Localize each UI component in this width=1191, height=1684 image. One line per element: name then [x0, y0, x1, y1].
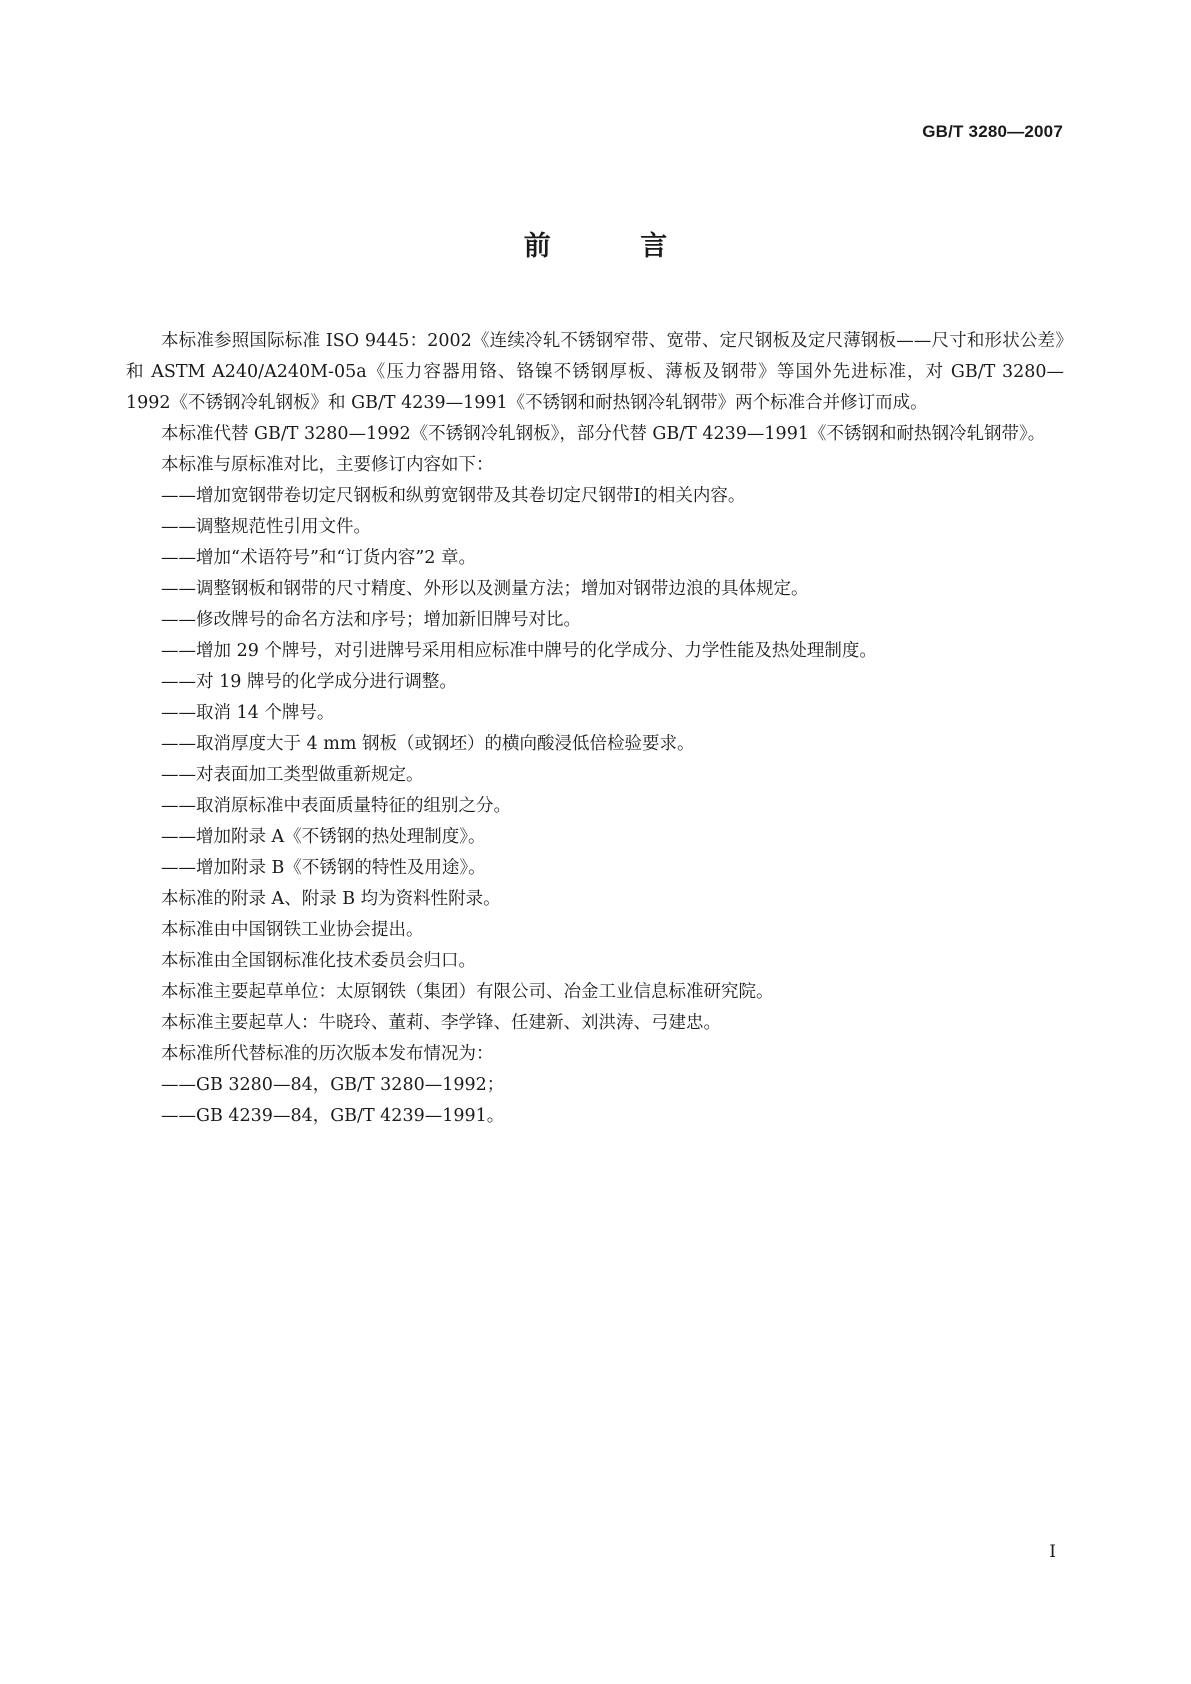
revision-item: ——调整规范性引用文件。 — [161, 517, 371, 537]
revision-item: ——取消原标准中表面质量特征的组别之分。 — [161, 796, 511, 816]
revision-item: ——取消 14 个牌号。 — [161, 703, 335, 723]
history-item: ——GB 4239—84，GB/T 4239—1991。 — [161, 1106, 505, 1126]
paragraph-revision-intro: 本标准与原标准对比，主要修订内容如下： — [161, 455, 494, 475]
paragraph-drafting-units: 本标准主要起草单位：太原钢铁（集团）有限公司、冶金工业信息标准研究院。 — [161, 982, 774, 1002]
paragraph-committee: 本标准由全国钢标准化技术委员会归口。 — [161, 951, 476, 971]
paragraph-annexes: 本标准的附录 A、附录 B 均为资料性附录。 — [161, 889, 501, 909]
paragraph-drafters: 本标准主要起草人：牛晓玲、董莉、李学锋、任建新、刘洪涛、弓建忠。 — [161, 1013, 721, 1033]
revision-item: ——增加附录 B《不锈钢的特性及用途》。 — [161, 858, 486, 878]
revision-item: ——增加“术语符号”和“订货内容”2 章。 — [161, 548, 476, 568]
paragraph-history-intro: 本标准所代替标准的历次版本发布情况为： — [161, 1044, 494, 1064]
revision-item: ——增加 29 个牌号，对引进牌号采用相应标准中牌号的化学成分、力学性能及热处理制度。 — [161, 641, 877, 661]
paragraph-basis: 本标准参照国际标准 ISO 9445：2002《连续冷轧不锈钢窄带、宽带、定尺钢板及定尺薄钢板——尺寸和形状公差》和 ASTM A240/A240M-05a《压力容器用铬、铬镍不锈钢厚板、薄板及钢带》等国外先进标准，对 GB/T 3280—1992《不锈钢冷轧钢板》和 GB/T 4239—1991《不锈钢和耐热钢冷轧钢带》两个标准合并修订而成。 — [126, 331, 1064, 413]
page-title: 前 言 — [523, 231, 708, 262]
revision-item: ——调整钢板和钢带的尺寸精度、外形以及测量方法；增加对钢带边浪的具体规定。 — [161, 579, 809, 599]
revision-item: ——取消厚度大于 4 mm 钢板（或钢坯）的横向酸浸低倍检验要求。 — [161, 734, 695, 754]
paragraph-proposer: 本标准由中国钢铁工业协会提出。 — [161, 920, 424, 940]
revision-item: ——对 19 牌号的化学成分进行调整。 — [161, 672, 457, 692]
history-item: ——GB 3280—84，GB/T 3280—1992； — [161, 1075, 505, 1095]
revision-item: ——增加附录 A《不锈钢的热处理制度》。 — [161, 827, 486, 847]
standard-code: GB/T 3280—2007 — [922, 122, 1063, 141]
paragraph-replaces: 本标准代替 GB/T 3280—1992《不锈钢冷轧钢板》，部分代替 GB/T 4239—1991《不锈钢和耐热钢冷轧钢带》。 — [161, 424, 1046, 444]
revision-item: ——对表面加工类型做重新规定。 — [161, 765, 424, 785]
page-number: I — [1049, 1542, 1056, 1562]
revision-item: ——修改牌号的命名方法和序号；增加新旧牌号对比。 — [161, 610, 581, 630]
document-body — [126, 326, 1064, 1132]
revision-item: ——增加宽钢带卷切定尺钢板和纵剪宽钢带及其卷切定尺钢带Ⅰ的相关内容。 — [161, 486, 746, 506]
